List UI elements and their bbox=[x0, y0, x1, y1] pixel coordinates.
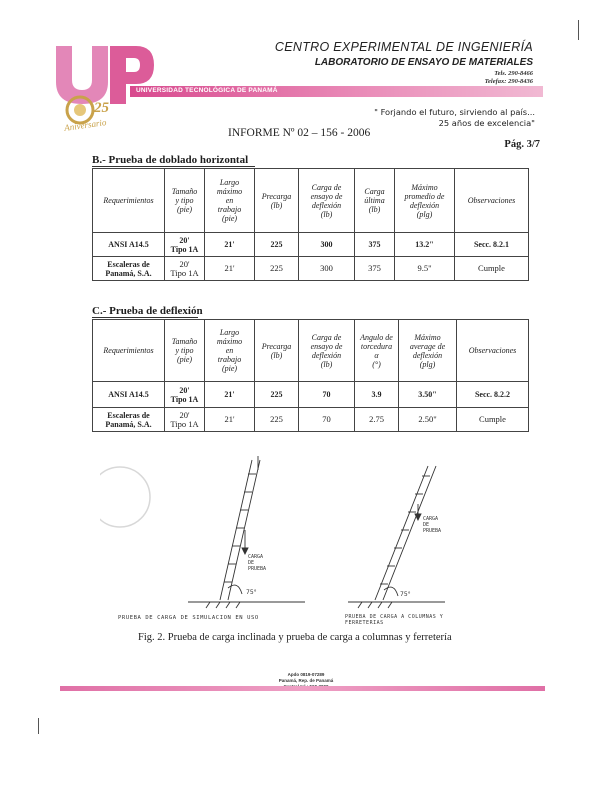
header-carga-ensayo-line: deflexión bbox=[311, 350, 342, 360]
left-load-label-line: PRUEBA bbox=[248, 566, 267, 572]
institution-name: CENTRO EXPERIMENTAL DE INGENIERÍA bbox=[274, 40, 533, 54]
cell-requerimiento-line: Panamá, S.A. bbox=[105, 419, 152, 429]
header-requerimientos: Requerimientos bbox=[93, 320, 165, 382]
left-figure-caption: PRUEBA DE CARGA DE SIMULACION EN USO bbox=[118, 615, 259, 621]
header-largo-line: (pie) bbox=[221, 214, 238, 223]
slogan-line-2: 25 años de excelencia" bbox=[438, 118, 535, 128]
cell-requerimiento: ANSI A14.5 bbox=[93, 382, 165, 408]
header-carga-ultima bbox=[355, 169, 395, 233]
right-load-label-line: CARGA bbox=[423, 516, 439, 522]
cell-precarga: 225 bbox=[255, 382, 299, 408]
header-carga-ensayo-line: deflexión bbox=[311, 200, 342, 210]
header-carga-ultima-line: última bbox=[364, 196, 385, 205]
slogan-line-1: " Forjando el futuro, sirviendo al país... bbox=[374, 107, 535, 117]
figure-caption: Fig. 2. Prueba de carga inclinada y prueba de carga a columnas y ferretería bbox=[138, 632, 452, 643]
cell-maximo: 3.50" bbox=[399, 382, 457, 408]
right-load-label-line: PRUEBA bbox=[423, 528, 442, 534]
header-maximo-line: Máximo bbox=[411, 182, 438, 192]
header-largo bbox=[205, 169, 255, 233]
cell-tamano-line: Tipo 1A bbox=[170, 418, 199, 429]
phone-tels: Tels. 290-8466 bbox=[494, 70, 533, 77]
header-maximo-line: Máximo bbox=[414, 332, 441, 342]
left-load-label-line: CARGA bbox=[248, 554, 264, 560]
right-figure-caption-line: FERRETERIAS bbox=[345, 620, 384, 626]
header-maximo-line: (plg) bbox=[416, 209, 433, 219]
header-largo-line: máximo bbox=[216, 187, 243, 196]
header-tamano-line: y tipo bbox=[175, 196, 194, 205]
header-tamano-line: Tamaño bbox=[171, 187, 198, 196]
table-doblado-horizontal bbox=[92, 168, 529, 281]
cell-tamano bbox=[165, 257, 205, 281]
header-largo bbox=[205, 320, 255, 382]
cell-carga-ensayo: 300 bbox=[299, 233, 355, 257]
left-angle-label: 75° bbox=[246, 589, 257, 596]
laboratory-name: LABORATORIO DE ENSAYO DE MATERIALES bbox=[314, 57, 533, 68]
cell-requerimiento bbox=[93, 257, 165, 281]
right-figure-caption bbox=[345, 614, 485, 626]
logo-script: Aniversario bbox=[63, 117, 107, 133]
header-maximo bbox=[399, 320, 457, 382]
table-header-row bbox=[93, 320, 529, 382]
header-carga-ultima-line: (lb) bbox=[368, 205, 381, 214]
cell-tamano bbox=[165, 233, 205, 257]
header-carga-ensayo-line: ensayo de bbox=[310, 341, 343, 351]
header-maximo-line: deflexión bbox=[409, 200, 440, 210]
header-angulo-line: Angulo de bbox=[360, 332, 393, 342]
cell-maximo: 9.5" bbox=[395, 257, 455, 281]
right-ladder-drawing bbox=[348, 466, 445, 608]
header-angulo-line: α bbox=[374, 350, 379, 360]
header-observaciones: Observaciones bbox=[457, 320, 529, 382]
slogan bbox=[330, 107, 535, 129]
header-largo-line: trabajo bbox=[217, 355, 242, 364]
cell-observaciones: Secc. 8.2.2 bbox=[457, 382, 529, 408]
scan-mark bbox=[578, 20, 579, 40]
header-angulo-line: torcedura bbox=[360, 341, 393, 351]
cell-largo: 21' bbox=[205, 233, 255, 257]
table-deflexion bbox=[92, 319, 529, 432]
section-c-title: C.- Prueba de deflexión bbox=[92, 305, 203, 317]
header-observaciones: Observaciones bbox=[455, 169, 529, 233]
cell-largo: 21' bbox=[205, 257, 255, 281]
header-largo-line: Largo bbox=[219, 328, 240, 337]
faint-stamp bbox=[100, 467, 150, 527]
header-precarga-line: (lb) bbox=[270, 200, 283, 210]
header-angulo bbox=[355, 320, 399, 382]
header-largo-line: Largo bbox=[219, 178, 240, 187]
cell-largo: 21' bbox=[205, 408, 255, 432]
header-angulo-line: (°) bbox=[372, 359, 381, 369]
section-b-title: B.- Prueba de doblado horizontal bbox=[92, 154, 249, 166]
logo-number: 25 bbox=[94, 100, 109, 116]
header-largo-line: en bbox=[225, 196, 234, 205]
cell-angulo: 2.75 bbox=[355, 408, 399, 432]
cell-carga-ultima: 375 bbox=[355, 257, 395, 281]
cell-tamano-line: 20' bbox=[179, 385, 190, 395]
right-angle-label: 75° bbox=[400, 591, 411, 598]
header-carga-ultima-line: Carga bbox=[364, 187, 385, 196]
header-tamano-line: y tipo bbox=[175, 346, 194, 355]
header-tamano bbox=[165, 169, 205, 233]
cell-observaciones: Secc. 8.2.1 bbox=[455, 233, 529, 257]
cell-maximo: 13.2" bbox=[395, 233, 455, 257]
report-number: INFORME Nº 02 – 156 - 2006 bbox=[228, 127, 371, 139]
left-ladder-drawing bbox=[188, 456, 305, 608]
header-carga-ensayo bbox=[299, 169, 355, 233]
right-figure-caption-line: PRUEBA DE CARGA A COLUMNAS Y bbox=[345, 614, 444, 620]
cell-precarga: 225 bbox=[255, 408, 299, 432]
header-requerimientos: Requerimientos bbox=[93, 169, 165, 233]
cell-observaciones: Cumple bbox=[457, 408, 529, 432]
cell-angulo: 3.9 bbox=[355, 382, 399, 408]
cell-tamano-line: Tipo 1A bbox=[170, 267, 199, 278]
table-row bbox=[93, 233, 529, 257]
contact-phones bbox=[400, 70, 533, 85]
cell-precarga: 225 bbox=[255, 257, 299, 281]
header-maximo-line: deflexión bbox=[412, 350, 443, 360]
header-largo-line: máximo bbox=[216, 337, 243, 346]
cell-requerimiento-line: Escaleras de bbox=[107, 259, 150, 269]
cell-precarga: 225 bbox=[255, 233, 299, 257]
cell-observaciones: Cumple bbox=[455, 257, 529, 281]
cell-carga-ultima: 375 bbox=[355, 233, 395, 257]
cell-tamano-line: 20' bbox=[179, 235, 190, 245]
header-largo-line: trabajo bbox=[217, 205, 242, 214]
ladder-test-drawings bbox=[100, 452, 520, 622]
footer-line: Panamá, Rep. de Panamá bbox=[278, 678, 334, 683]
cell-maximo: 2.50" bbox=[399, 408, 457, 432]
cell-requerimiento-line: Panamá, S.A. bbox=[105, 268, 152, 278]
header-tamano bbox=[165, 320, 205, 382]
header-precarga bbox=[255, 320, 299, 382]
table-row bbox=[93, 382, 529, 408]
header-maximo-line: promedio de bbox=[404, 191, 445, 201]
header-maximo bbox=[395, 169, 455, 233]
header-tamano-line: (pie) bbox=[176, 355, 193, 364]
cell-requerimiento bbox=[93, 408, 165, 432]
section-b-rule bbox=[92, 166, 255, 167]
cell-carga-ensayo: 300 bbox=[299, 257, 355, 281]
left-load-label-line: DE bbox=[248, 560, 255, 566]
cell-carga-ensayo: 70 bbox=[299, 408, 355, 432]
header-carga-ensayo-line: Carga de bbox=[311, 182, 342, 192]
footer-pink-band bbox=[60, 686, 545, 691]
table-row bbox=[93, 408, 529, 432]
cell-carga-ensayo: 70 bbox=[299, 382, 355, 408]
header-largo-line: en bbox=[225, 346, 234, 355]
cell-tamano-line: Tipo 1A bbox=[170, 244, 199, 254]
cell-tamano-line: 20' bbox=[179, 409, 190, 420]
header-carga-ensayo-line: (lb) bbox=[320, 359, 333, 369]
right-load-label-line: DE bbox=[423, 522, 430, 528]
header-maximo-line: (plg) bbox=[419, 359, 436, 369]
header-tamano-line: Tamaño bbox=[171, 337, 198, 346]
header-precarga-line: Precarga bbox=[261, 191, 292, 201]
header-carga-ensayo bbox=[299, 320, 355, 382]
cell-requerimiento-line: Escaleras de bbox=[107, 410, 150, 420]
header-carga-ensayo-line: (lb) bbox=[320, 209, 333, 219]
phone-telefax: Telefax: 290-8436 bbox=[484, 77, 533, 85]
header-largo-line: (pie) bbox=[221, 364, 238, 373]
university-name: UNIVERSIDAD TECNOLÓGICA DE PANAMÁ bbox=[136, 87, 278, 94]
header-carga-ensayo-line: Carga de bbox=[311, 332, 342, 342]
footer-line: Apdo 0819-07289 bbox=[287, 672, 325, 677]
header-maximo-line: average de bbox=[409, 341, 446, 351]
cell-tamano bbox=[165, 382, 205, 408]
section-c-rule bbox=[92, 317, 198, 318]
cell-tamano-line: Tipo 1A bbox=[170, 394, 199, 404]
header-precarga-line: Precarga bbox=[261, 341, 292, 351]
header-tamano-line: (pie) bbox=[176, 205, 193, 214]
cell-largo: 21' bbox=[205, 382, 255, 408]
header-carga-ensayo-line: ensayo de bbox=[310, 191, 343, 201]
cell-requerimiento: ANSI A14.5 bbox=[93, 233, 165, 257]
header-precarga bbox=[255, 169, 299, 233]
table-header-row bbox=[93, 169, 529, 233]
scan-mark bbox=[38, 718, 39, 734]
cell-tamano-line: 20' bbox=[179, 258, 190, 269]
header-precarga-line: (lb) bbox=[270, 350, 283, 360]
page-number: Pág. 3/7 bbox=[504, 139, 540, 150]
cell-tamano bbox=[165, 408, 205, 432]
table-row bbox=[93, 257, 529, 281]
